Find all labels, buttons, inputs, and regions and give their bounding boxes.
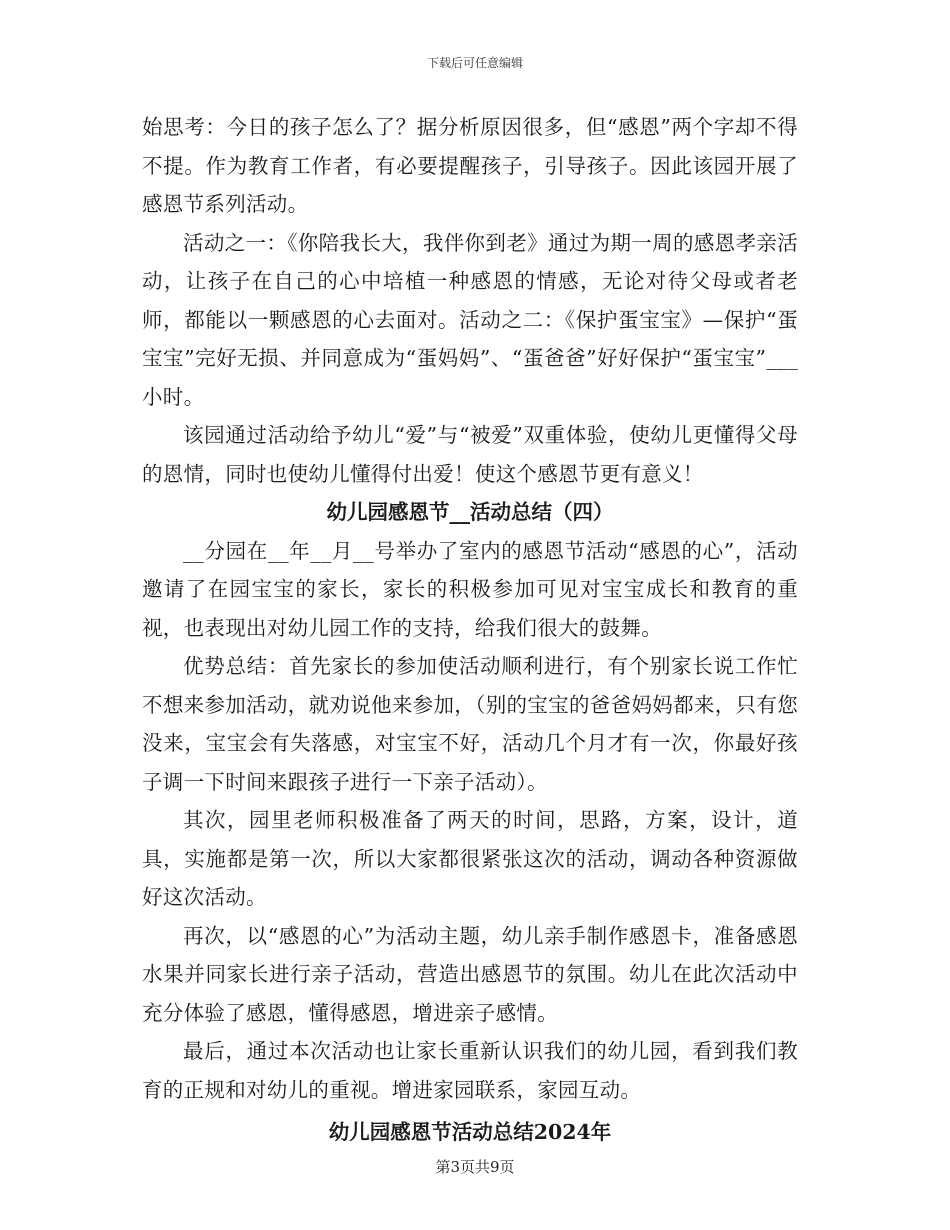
page-number: 第3页共9页 bbox=[435, 1158, 515, 1176]
section-heading-4: 幼儿园感恩节__活动总结（四） bbox=[326, 500, 614, 524]
paragraph-3: 该园通过活动给予幼儿“爱”与“被爱”双重体验，使幼儿更懂得父母的恩情，同时也使幼儿懂得付出爱！使这个感恩节更有意义！ bbox=[142, 423, 798, 486]
document-body bbox=[142, 108, 798, 1152]
paragraph-6: 其次，园里老师积极准备了两天的时间，思路，方案，设计，道具，实施都是第一次，所以大家都很紧张这次的活动，调动各种资源做好这次活动。 bbox=[142, 808, 798, 909]
paragraph-7: 再次，以“感恩的心”为活动主题，幼儿亲手制作感恩卡，准备感恩水果并同家长进行亲子活动，营造出感恩节的氛围。幼儿在此次活动中充分体验了感恩，懂得感恩，增进亲子感情。 bbox=[142, 923, 798, 1025]
paragraph-5: 优势总结：首先家长的参加使活动顺利进行，有个别家长说工作忙不想来参加活动，就劝说他来参加，（别的宝宝的爸爸妈妈都来，只有您没来，宝宝会有失落感，对宝宝不好，活动几个月才有一次，你最好孩子调一下时间来跟孩子进行一下亲子活动）。 bbox=[142, 654, 798, 794]
paragraph-4: __分园在__年__月__号举办了室内的感恩节活动“感恩的心”，活动邀请了在园宝宝的家长，家长的积极参加可见对宝宝成长和教育的重视，也表现出对幼儿园工作的支持，给我们很大的鼓舞。 bbox=[142, 538, 798, 640]
paragraph-2: 活动之一：《你陪我长大，我伴你到老》通过为期一周的感恩孝亲活动，让孩子在自己的心中培植一种感恩的情感，无论对待父母或者老师，都能以一颗感恩的心去面对。活动之二：《保护蛋宝宝》—保护“蛋宝宝”完好无损、并同意成为“蛋妈妈”、“蛋爸爸”好好保护“蛋宝宝”___小时。 bbox=[142, 230, 798, 409]
paragraph-1: 始思考：今日的孩子怎么了？据分析原因很多，但“感恩”两个字却不得不提。作为教育工作者，有必要提醒孩子，引导孩子。因此该园开展了感恩节系列活动。 bbox=[142, 115, 798, 216]
section-heading-2024: 幼儿园感恩节活动总结2024年 bbox=[328, 1120, 612, 1144]
header-note: 下载后可任意编辑 bbox=[426, 56, 523, 70]
paragraph-8: 最后，通过本次活动也让家长重新认识我们的幼儿园，看到我们教育的正规和对幼儿的重视。增进家园联系，家园互动。 bbox=[142, 1039, 798, 1102]
